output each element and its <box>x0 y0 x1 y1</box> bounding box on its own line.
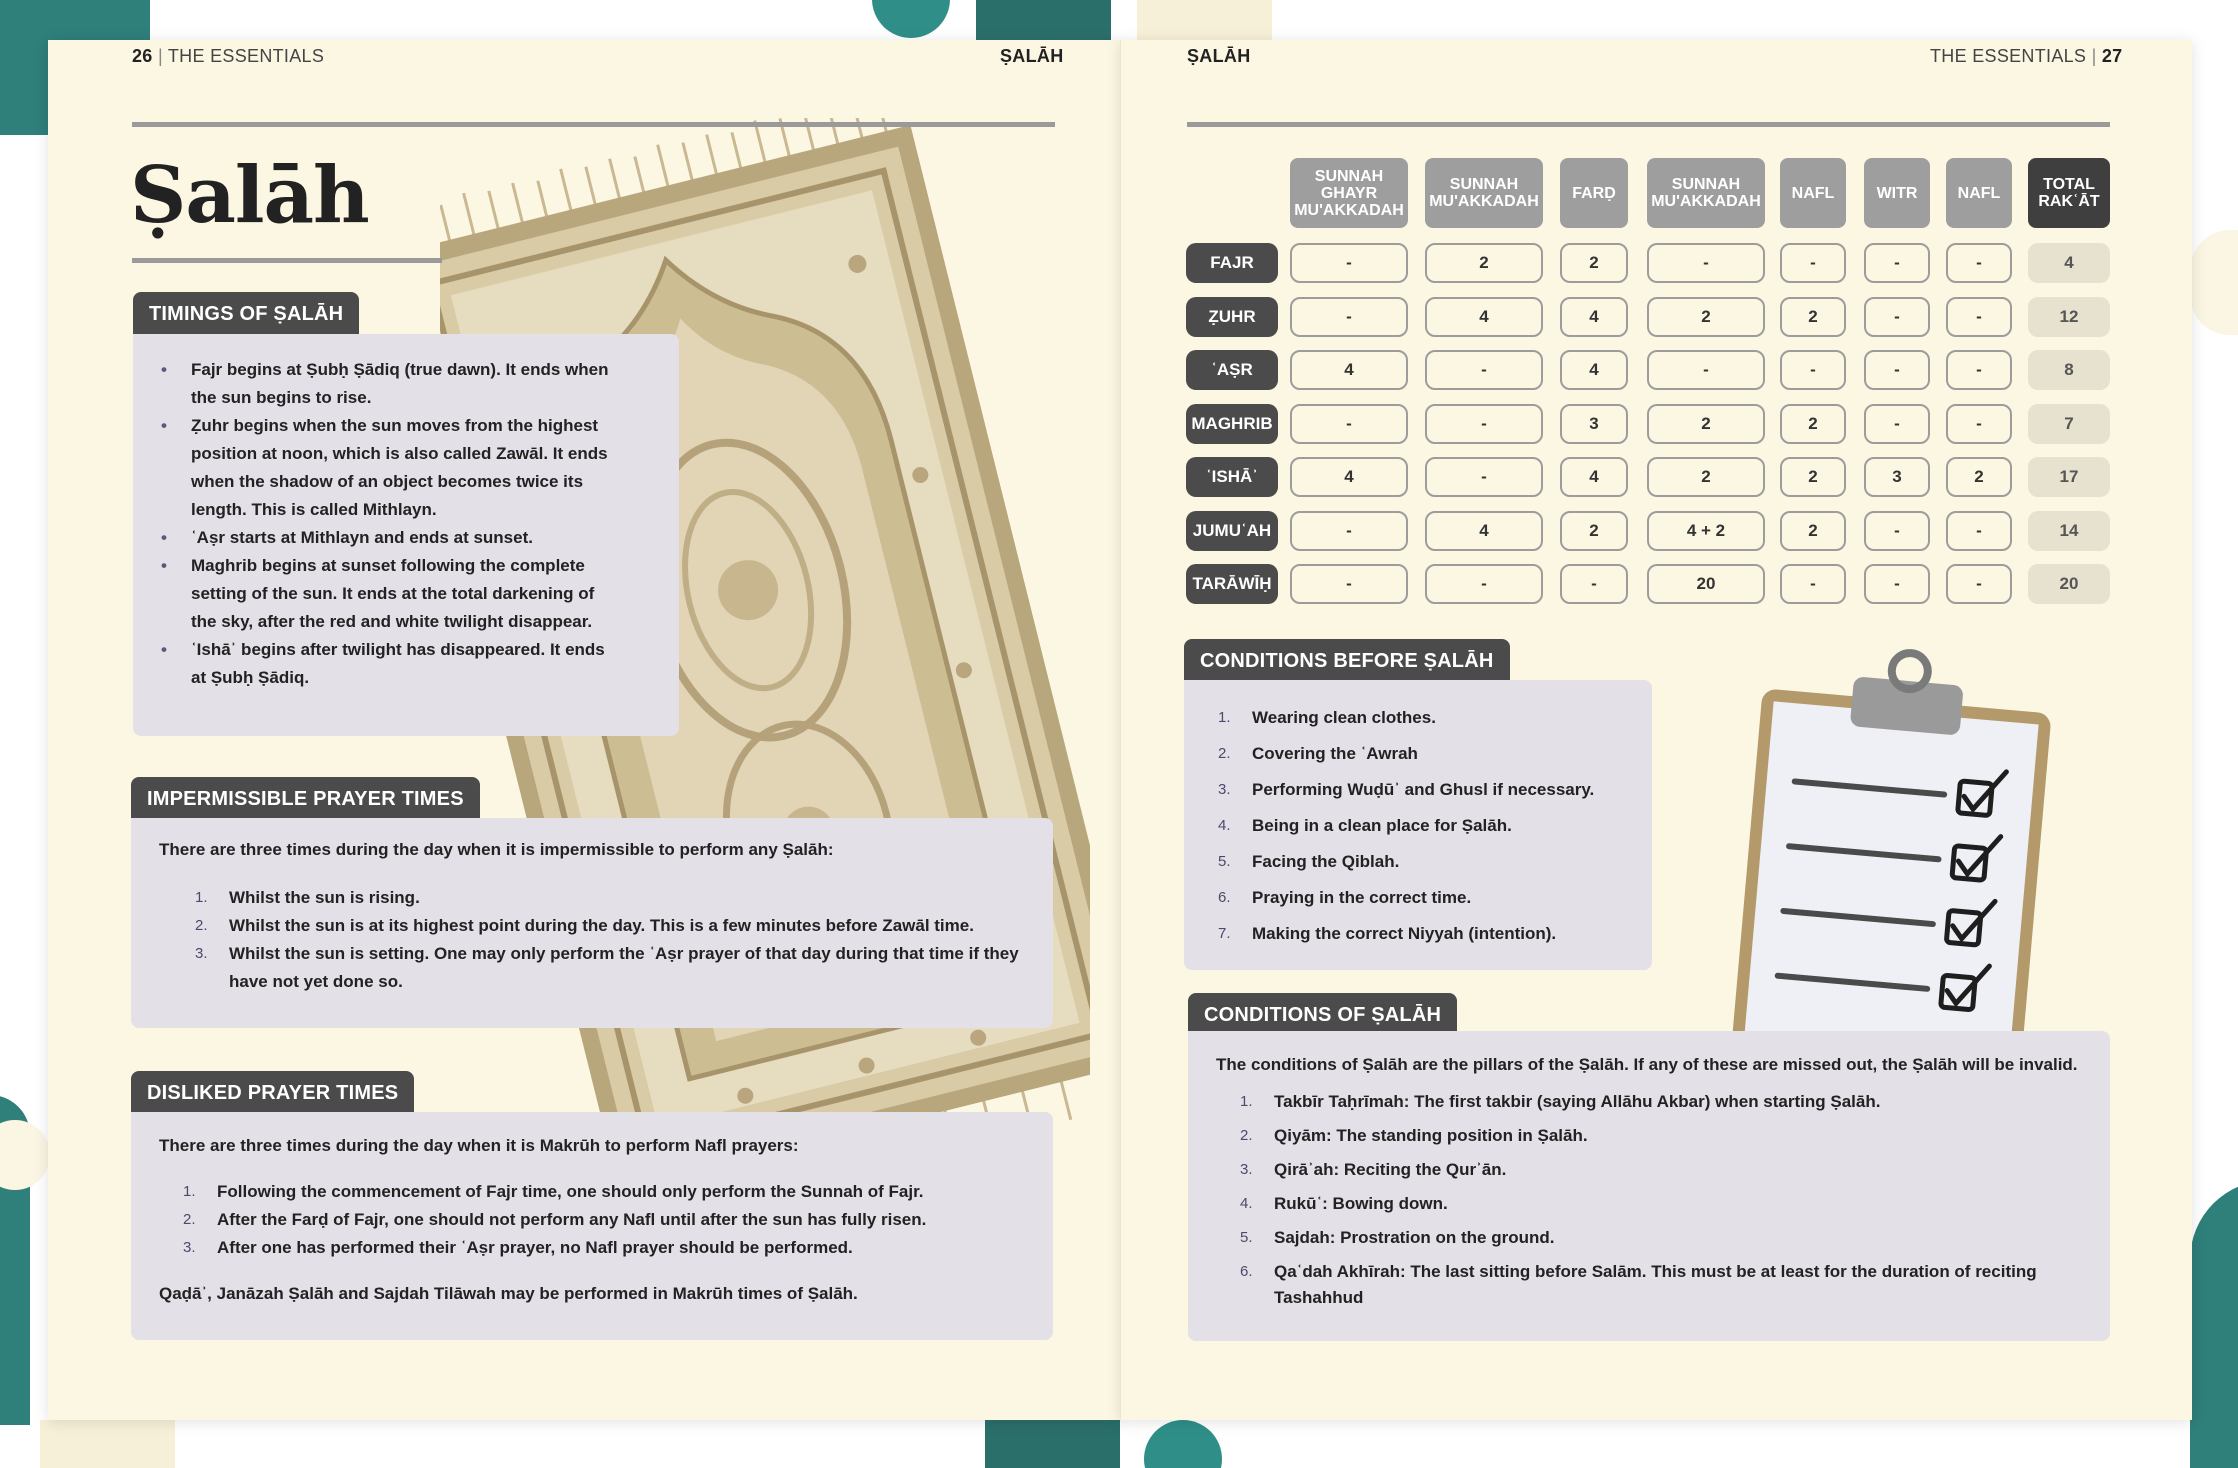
running-header-right: THE ESSENTIALS | 27 <box>1930 46 2123 66</box>
table-cell: 2 <box>1780 457 1846 497</box>
table-cell: - <box>1946 511 2012 551</box>
table-row-header: JUMUʿAH <box>1186 511 1278 551</box>
section-heading: CONDITIONS BEFORE ṢALĀH <box>1184 639 1510 683</box>
list-item: • Maghrib begins at sunset following the complete setting of the sun. It ends at the total darkening of the sky, after the red and white twilight disappear. <box>161 552 619 636</box>
table-cell: 20 <box>1647 564 1765 604</box>
decor-shape <box>1137 0 1272 42</box>
section-heading: IMPERMISSIBLE PRAYER TIMES <box>131 777 480 821</box>
intro-text: There are three times during the day when it is Makrūh to perform Nafl prayers: <box>159 1136 799 1155</box>
table-cell: - <box>1780 243 1846 283</box>
impermissible-panel <box>131 818 1053 1028</box>
table-cell: 4 <box>1290 350 1408 390</box>
table-cell: 2 <box>1425 243 1543 283</box>
table-row-header: MAGHRIB <box>1186 404 1278 444</box>
table-cell: 20 <box>2028 564 2110 604</box>
list-item: 2. After the Farḍ of Fajr, one should not perform any Nafl until after the sun has fully risen. <box>183 1210 927 1229</box>
table-cell: 2 <box>1560 243 1628 283</box>
decor-shape <box>40 1420 175 1468</box>
table-cell: 4 <box>1560 350 1628 390</box>
list-item: 3. Qirāʾah: Reciting the Qurʾān. <box>1240 1160 1507 1179</box>
chapter-name: ṢALĀH <box>1187 46 1251 66</box>
page-title: Ṣalāh <box>130 150 369 241</box>
table-cell: - <box>1290 243 1408 283</box>
section-name: THE ESSENTIALS <box>167 46 325 66</box>
list-item: 1. Whilst the sun is rising. <box>195 888 420 907</box>
table-cell: 2 <box>1647 404 1765 444</box>
table-cell: - <box>1864 404 1930 444</box>
list-item: • ʿIshāʾ begins after twilight has disappeared. It ends at Ṣubḥ Ṣādiq. <box>161 636 619 692</box>
table-cell: - <box>1864 243 1930 283</box>
table-cell: - <box>1425 564 1543 604</box>
table-cell: - <box>1290 297 1408 337</box>
conditions-of-panel <box>1188 1031 2110 1341</box>
decor-shape <box>2190 230 2238 335</box>
list-item: 4. Rukūʿ: Bowing down. <box>1240 1194 1448 1213</box>
running-header-left: 26 | THE ESSENTIALS <box>132 46 325 66</box>
table-column-header: NAFL <box>1780 158 1846 228</box>
table-cell: 3 <box>1864 457 1930 497</box>
conditions-before-panel <box>1184 680 1652 970</box>
table-row-header: ẒUHR <box>1186 297 1278 337</box>
table-cell: - <box>1647 350 1765 390</box>
clipboard-checklist-icon <box>1710 640 2070 1040</box>
table-row-header: FAJR <box>1186 243 1278 283</box>
table-cell: - <box>1946 243 2012 283</box>
decor-shape <box>1144 1420 1222 1468</box>
title-rule <box>132 258 442 263</box>
table-cell: 2 <box>1647 457 1765 497</box>
table-cell: - <box>1290 564 1408 604</box>
table-cell: 3 <box>1560 404 1628 444</box>
table-row-header: TARĀWĪḤ <box>1186 564 1278 604</box>
table-cell: 2 <box>1560 511 1628 551</box>
section-name: THE ESSENTIALS <box>1930 46 2087 66</box>
list-item: 4. Being in a clean place for Ṣalāh. <box>1218 816 1512 835</box>
decor-shape <box>0 1120 50 1190</box>
header-rule <box>132 122 1055 127</box>
table-cell: 4 <box>2028 243 2110 283</box>
decor-shape <box>976 0 1111 42</box>
list-item: 2. Whilst the sun is at its highest point during the day. This is a few minutes before Zawāl time. <box>195 916 974 935</box>
timings-panel <box>133 334 679 736</box>
table-cell: 8 <box>2028 350 2110 390</box>
table-column-header: SUNNAH MU'AKKADAH <box>1647 158 1765 228</box>
table-cell: 7 <box>2028 404 2110 444</box>
table-column-header: TOTAL RAKʿĀT <box>2028 158 2110 228</box>
table-cell: - <box>1290 404 1408 444</box>
section-heading: DISLIKED PRAYER TIMES <box>131 1071 414 1115</box>
chapter-name: ṢALĀH <box>1000 46 1064 66</box>
table-row-header: ʿISHĀʾ <box>1186 457 1278 497</box>
table-cell: - <box>1864 564 1930 604</box>
table-cell: - <box>1946 350 2012 390</box>
decor-shape <box>2190 1180 2238 1468</box>
table-column-header: SUNNAH GHAYR MU'AKKADAH <box>1290 158 1408 228</box>
list-item: • ʿAṣr starts at Mithlayn and ends at sunset. <box>161 524 619 552</box>
list-item: 3. After one has performed their ʿAṣr prayer, no Nafl prayer should be performed. <box>183 1238 853 1257</box>
table-cell: - <box>1780 564 1846 604</box>
table-cell: 2 <box>1780 511 1846 551</box>
table-column-header: NAFL <box>1946 158 2012 228</box>
intro-text: There are three times during the day when it is impermissible to perform any Ṣalāh: <box>159 840 834 859</box>
note-text: Qaḍāʾ, Janāzah Ṣalāh and Sajdah Tilāwah may be performed in Makrūh times of Ṣalāh. <box>159 1284 858 1303</box>
table-cell: - <box>1864 297 1930 337</box>
table-cell: 4 <box>1425 297 1543 337</box>
list-item: 1. Following the commencement of Fajr time, one should only perform the Sunnah of Fajr. <box>183 1182 924 1201</box>
list-item: 2. Covering the ʿAwrah <box>1218 744 1418 763</box>
list-item: 6. Praying in the correct time. <box>1218 888 1472 907</box>
table-cell: - <box>1864 350 1930 390</box>
intro-text: The conditions of Ṣalāh are the pillars of the Ṣalāh. If any of these are missed out, the Ṣalāh will be invalid. <box>1216 1055 2078 1074</box>
list-item: 1. Wearing clean clothes. <box>1218 708 1436 727</box>
disliked-panel <box>131 1112 1053 1340</box>
page-number: 27 <box>2101 46 2123 66</box>
table-cell: - <box>1864 511 1930 551</box>
table-cell: 14 <box>2028 511 2110 551</box>
table-cell: 2 <box>1780 297 1846 337</box>
decor-shape <box>985 1420 1120 1468</box>
list-item: 3. Performing Wuḍūʾ and Ghusl if necessary. <box>1218 780 1595 799</box>
table-cell: - <box>1647 243 1765 283</box>
list-item: • Ẓuhr begins when the sun moves from the highest position at noon, which is also called Zawāl. It ends when the shadow of an object becomes twice its length. This is called Mithlayn. <box>161 412 619 524</box>
table-cell: - <box>1780 350 1846 390</box>
list-item: 5. Sajdah: Prostration on the ground. <box>1240 1228 1555 1247</box>
decor-shape <box>872 0 950 38</box>
section-heading: CONDITIONS OF ṢALĀH <box>1188 993 1457 1037</box>
table-cell: 4 <box>1560 457 1628 497</box>
list-item: • Fajr begins at Ṣubḥ Ṣādiq (true dawn). It ends when the sun begins to rise. <box>161 356 619 412</box>
list-item: 6. Qaʿdah Akhīrah: The last sitting before Salām. This must be at least for the duration of reciting Tashahhud <box>1240 1262 2037 1307</box>
table-cell: - <box>1946 297 2012 337</box>
table-cell: 4 + 2 <box>1647 511 1765 551</box>
table-cell: 12 <box>2028 297 2110 337</box>
table-column-header: FARḌ <box>1560 158 1628 228</box>
table-cell: - <box>1560 564 1628 604</box>
table-cell: 4 <box>1290 457 1408 497</box>
table-cell: 2 <box>1946 457 2012 497</box>
table-cell: - <box>1425 457 1543 497</box>
list-item: 3. Whilst the sun is setting. One may only perform the ʿAṣr prayer of that day during that time if they have not yet done so. <box>195 944 1019 991</box>
list-item: 5. Facing the Qiblah. <box>1218 852 1400 871</box>
table-row-header: ʿAṢR <box>1186 350 1278 390</box>
table-column-header: WITR <box>1864 158 1930 228</box>
table-column-header: SUNNAH MU'AKKADAH <box>1425 158 1543 228</box>
table-cell: - <box>1425 404 1543 444</box>
section-heading: TIMINGS OF ṢALĀH <box>133 292 359 336</box>
list-item: 2. Qiyām: The standing position in Ṣalāh. <box>1240 1126 1588 1145</box>
header-rule <box>1187 122 2110 127</box>
table-cell: 4 <box>1425 511 1543 551</box>
list-item: 7. Making the correct Niyyah (intention). <box>1218 924 1557 943</box>
table-cell: 2 <box>1647 297 1765 337</box>
table-cell: - <box>1290 511 1408 551</box>
table-cell: - <box>1425 350 1543 390</box>
table-cell: - <box>1946 404 2012 444</box>
table-cell: 17 <box>2028 457 2110 497</box>
page-number: 26 <box>132 46 153 66</box>
table-cell: 2 <box>1780 404 1846 444</box>
table-cell: 4 <box>1560 297 1628 337</box>
list-item: 1. Takbīr Taḥrīmah: The first takbir (saying Allāhu Akbar) when starting Ṣalāh. <box>1240 1092 1881 1111</box>
table-cell: - <box>1946 564 2012 604</box>
